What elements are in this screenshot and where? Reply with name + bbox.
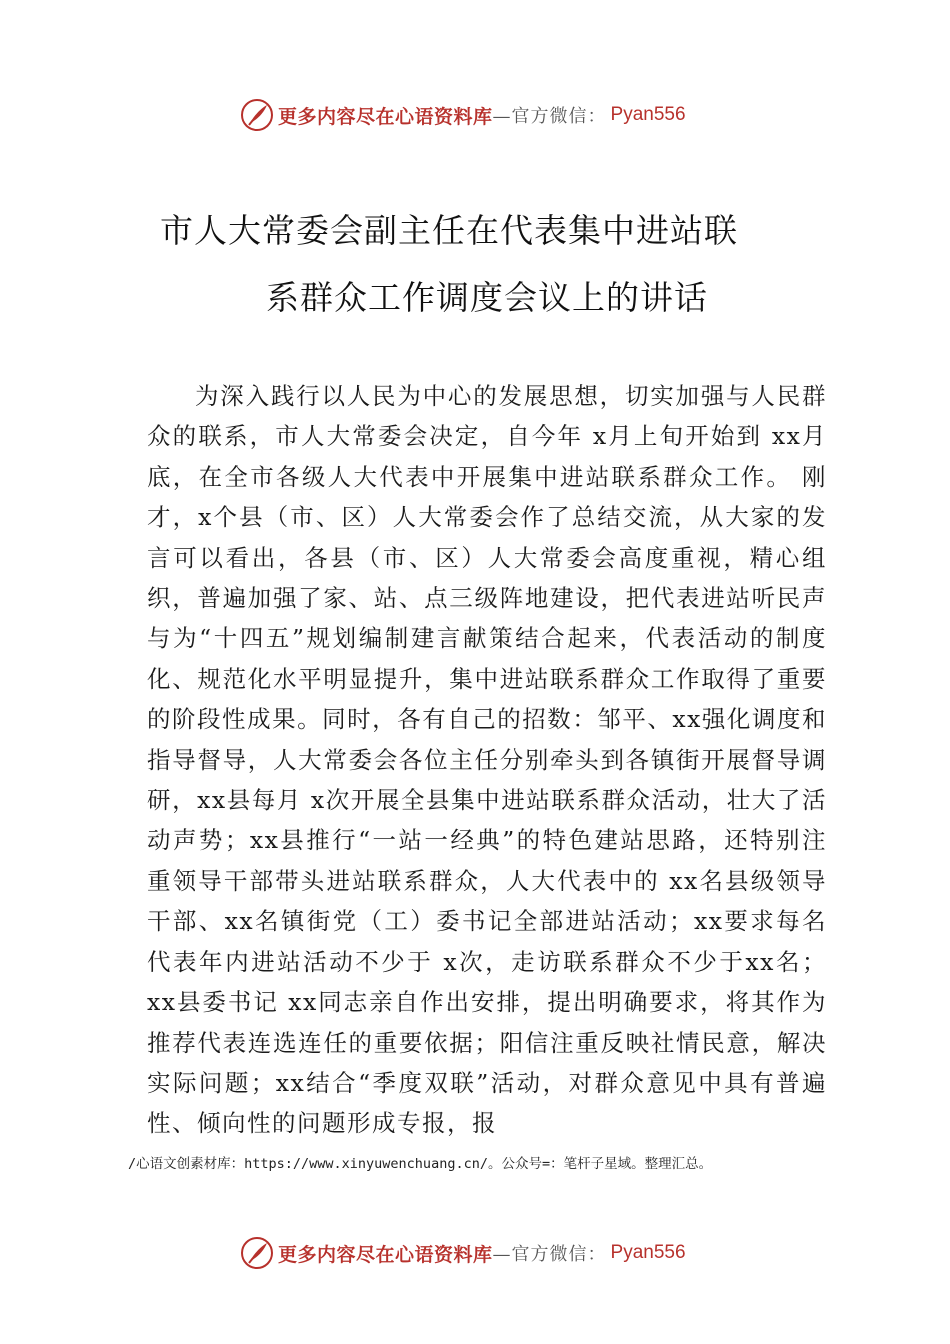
banner-wechat-id: Pyan556 bbox=[610, 104, 686, 125]
banner-lead-text: 更多内容尽在心语资料库 bbox=[278, 1243, 493, 1266]
banner-separator: —官方微信： bbox=[492, 106, 607, 127]
header-banner bbox=[240, 95, 760, 135]
document-title-line2: 系群众工作调度会议上的讲话 bbox=[266, 278, 708, 317]
banner-separator: —官方微信： bbox=[492, 1244, 607, 1265]
document-title-line1: 市人大常委会副主任在代表集中进站联 bbox=[160, 211, 738, 250]
body-paragraph: 为深入践行以人民为中心的发展思想，切实加强与人民群众的联系，市人大常委会决定，自今年 x月上旬开始到 xx月底，在全市各级人大代表中开展集中进站联系群众工作。 刚才，x个县（市、区）人大常委会作了总结交流，从大家的发言可以看出，各县（市、区）人大常委会高度重视，精心组织，普遍加强了家、站、点三级阵地建设，把代表进站听民声与为“十四五”规划编制建言献策结合起来，代表活动的制度化、规范化水平明显提升，集中进站联系群众工作取得了重要的阶段性成果。同时，各有自己的招数：邹平、xx强化调度和指导督导，人大常委会各位主任分别牵头到各镇街开展督导调研，xx县每月 x次开展全县集中进站联系群众活动，壮大了活动声势；xx县推行“一站一经典”的特色建站思路，还特别注重领导干部带头进站联系群众，人大代表中的 xx名县级领导干部、xx名镇街党（工）委书记全部进站活动；xx要求每名代表年内进站活动不少于 x次，走访联系群众不少于xx名；xx县委书记 xx同志亲自作出安排，提出明确要求，将其作为推荐代表连选连任的重要依据；阳信注重反映社情民意，解决实际问题；xx结合“季度双联”活动，对群众意见中具有普遍性、倾向性的问题形成专报，报 bbox=[147, 382, 827, 1138]
quill-logo-icon bbox=[240, 1236, 274, 1270]
banner-lead-text: 更多内容尽在心语资料库 bbox=[278, 105, 493, 128]
banner-wechat-id: Pyan556 bbox=[610, 1242, 686, 1263]
quill-logo-icon bbox=[240, 98, 274, 132]
footer-banner bbox=[240, 1233, 760, 1273]
source-footnote: /心语文创素材库：https://www.xinyuwenchuang.cn/。公众号=：笔杆子星域。整理汇总。 bbox=[128, 1156, 713, 1172]
